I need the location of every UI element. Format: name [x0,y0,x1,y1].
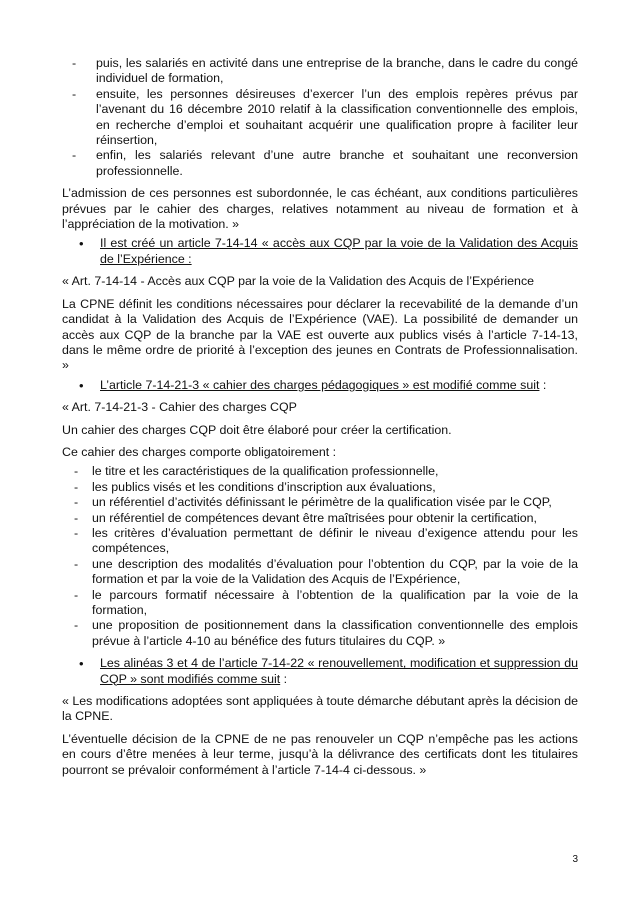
list-item: - une description des modalités d’évaluation pour l’obtention du CQP, par la voie de la formation et par la voie de la Validation des Acquis de l’Expérience, [62,557,578,588]
bullet-article-7-14-21-3 [62,378,578,393]
list-item: - une proposition de positionnement dans la classification conventionnelle des emplois prévue à l’article 4-10 au bénéfice des futurs titulaires du CQP. » [62,618,578,649]
list-item: - les publics visés et les conditions d’inscription aux évaluations, [62,480,578,495]
bullet-tail: : [280,671,288,686]
cahier-intro: Ce cahier des charges comporte obligatoirement : [62,444,337,459]
renewal-paragraph: L’éventuelle décision de la CPNE de ne pas renouveler un CQP n’empêche pas les actions en cours d’être menées à leur terme, jusqu’à la délivrance des certificats dont les titulaires pourront se prévaloir conformément à l’article 7-14-4 ci-dessous. » [62,731,578,777]
list-item: - le parcours formatif nécessaire à l’obtention de la qualification par la voie de la formation, [62,588,578,619]
bullet-tail: : [539,377,547,392]
bullet-article-7-14-22 [62,656,578,687]
list-item: - le titre et les caractéristiques de la qualification professionnelle, [62,464,578,479]
modifications-paragraph: « Les modifications adoptées sont appliquées à toute démarche débutant après la décision de la CPNE. [62,694,578,724]
article-7-14-14-title: « Art. 7-14-14 - Accès aux CQP par la voie de la Validation des Acquis de l’Expérience [62,274,535,289]
document-page [62,56,578,778]
list-item: - enfin, les salariés relevant d’une autre branche et souhaitant une reconversion professionnelle. [62,148,578,179]
bullet-article-7-14-14 [62,236,578,267]
list-item: - ensuite, les personnes désireuses d’exercer l’un des emplois repères prévus par l’avenant du 16 décembre 2010 relatif à la classification conventionnelle des emplois, en recherche d’emploi et souhaitant acquérir une qualification propre à faciliter leur réinsertion, [62,87,578,149]
bullet-text: L’article 7-14-21-3 « cahier des charges pédagogiques » est modifié comme suit [100,377,540,392]
admission-paragraph: L’admission de ces personnes est subordonnée, le cas échéant, aux conditions particulières prévues par le cahier des charges, relatives notamment au niveau de formation et à l’appréciation de la motivation. » [62,186,578,232]
article-7-14-14-body: La CPNE définit les conditions nécessaires pour déclarer la recevabilité de la demande d’un candidat à la Validation des Acquis de l’Expérience (VAE). La possibilité de demander un accès aux CQP de la branche par la VAE est ouverte aux publics visés à l’article 7-14-13, dans le même ordre de priorité à l’exception des jeunes en Contrats de Professionnalisation. » [62,296,578,373]
intro-list [62,56,578,179]
bullet-text: Il est créé un article 7-14-14 « accès aux CQP par la voie de la Validation des Acquis de l’Expérience : [100,236,578,266]
list-item: - puis, les salariés en activité dans une entreprise de la branche, dans le cadre du congé individuel de formation, [62,56,578,87]
list-item: - les critères d’évaluation permettant de définir le niveau d’exigence attendu pour les compétences, [62,526,578,557]
bullet-text: Les alinéas 3 et 4 de l’article 7-14-22 « renouvellement, modification et suppression du CQP » sont modifiés comme suit [100,656,578,686]
cahier-list [62,464,578,649]
page-number: 3 [572,854,578,865]
article-7-14-21-3-intro: Un cahier des charges CQP doit être élaboré pour créer la certification. [62,422,452,437]
list-item: - un référentiel d’activités définissant le périmètre de la qualification visée par le CQP, [62,495,578,510]
article-7-14-21-3-title: « Art. 7-14-21-3 - Cahier des charges CQP [62,400,297,415]
list-item: - un référentiel de compétences devant être maîtrisées pour obtenir la certification, [62,511,578,526]
